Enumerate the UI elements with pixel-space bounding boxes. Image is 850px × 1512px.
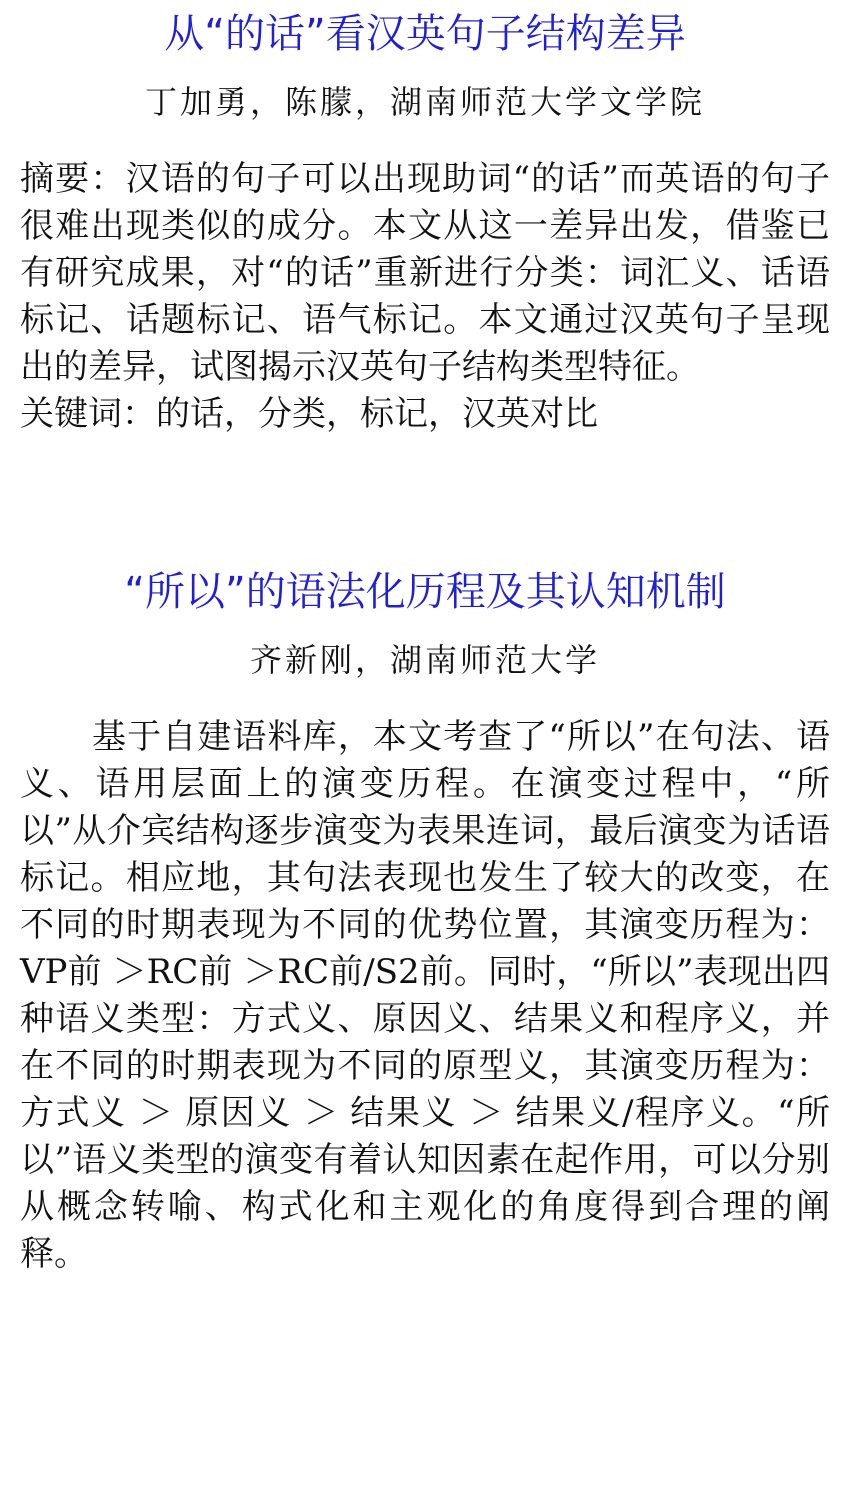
abstract-paragraph: 摘要：汉语的句子可以出现助词“的话”而英语的句子很难出现类似的成分。本文从这一差异出发，借鉴已有研究成果，对“的话”重新进行分类：词汇义、话语标记、话题标记、语气标记。本文通过汉英句子呈现出的差异，试图揭示汉英句子结构类型特征。 — [20, 159, 830, 387]
article-title: “所以”的语法化历程及其认知机制 — [124, 569, 726, 615]
body-paragraph: 基于自建语料库，本文考查了“所以”在句法、语义、语用层面上的演变历程。在演变过程中，“所以”从介宾结构逐步演变为表果连词，最后演变为话语标记。相应地，其句法表现也发生了较大的改变，在不同的时期表现为不同的优势位置，其演变历程为：VP前 ＞RC前 ＞RC前/S2前。同时，“所以”表现出四种语义类型：方式义、原因义、结果义和程序义，并在不同的时期表现为不同的原型义，其演变历程为：方式义 ＞ 原因义 ＞ 结果义 ＞ 结果义/程序义。“所以”语义类型的演变有着认知因素在起作用，可以分别从概念转喻、构式化和主观化的角度得到合理的阐释。 — [20, 717, 830, 1274]
keywords-line: 关键词：的话，分类，标记，汉英对比 — [20, 394, 598, 434]
article-authors: 齐新刚，湖南师范大学 — [249, 641, 600, 679]
article-1 — [20, 8, 830, 438]
article-title: 从“的话”看汉英句子结构差异 — [164, 11, 686, 57]
article-2 — [20, 566, 830, 1278]
article-authors: 丁加勇，陈朦，湖南师范大学文学院 — [144, 83, 705, 121]
